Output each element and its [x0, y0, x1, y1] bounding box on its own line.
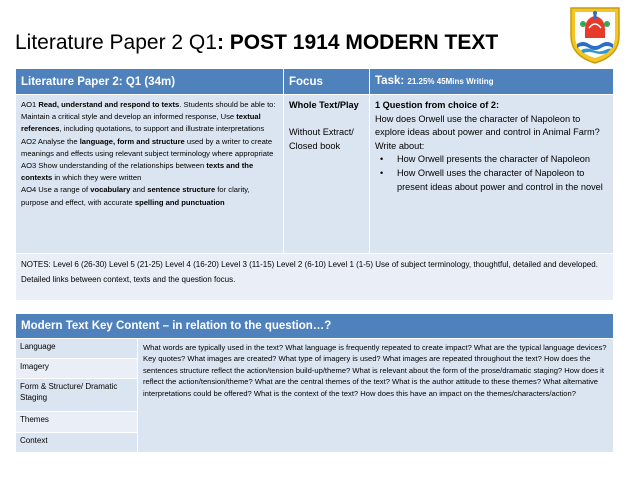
row-label-language: Language [16, 339, 138, 359]
page-title [15, 26, 555, 60]
focus-whole-text: Whole Text/Play [289, 100, 359, 110]
header-focus: Focus [284, 69, 370, 95]
row-label-themes: Themes [16, 412, 138, 433]
ao4-mid: and [130, 185, 148, 195]
title-prefix: Literature Paper 2 Q1 [15, 31, 217, 54]
title-main: POST 1914 MODERN TEXT [229, 31, 499, 54]
row-label-context: Context [16, 433, 138, 453]
ao1-bold2: textual references [21, 112, 261, 134]
ao4-bold3: spelling and punctuation [134, 197, 225, 207]
header-paper-q1: Literature Paper 2: Q1 (34m) [16, 69, 284, 95]
ao1-post: , including quotations, to support and illustrate interpretations [59, 124, 265, 134]
task-bullet: • How Orwell presents the character of Napoleon [397, 153, 608, 167]
ao3-prefix: AO3 Show understanding of the relationships between [21, 161, 207, 171]
ao1-prefix: AO1 [21, 100, 39, 109]
ao3-bold: texts and the contexts [21, 161, 254, 183]
ao4-prefix: AO4 Use a range of [21, 185, 91, 195]
header-task-label: Task: [375, 75, 408, 87]
row-label-imagery: Imagery [16, 359, 138, 379]
ao1-bold: Read, understand and respond to texts [38, 100, 180, 109]
header-task [370, 69, 614, 95]
ao2-prefix: AO2 Analyse the [21, 136, 80, 146]
task-heading: 1 Question from choice of 2: [375, 100, 500, 110]
row-label-form-structure: Form & Structure/ Dramatic Staging [16, 379, 138, 412]
assessment-objectives-cell [16, 95, 284, 254]
title-colon: : [216, 31, 224, 54]
task-bullet: • How Orwell uses the character of Napoleon to present ideas about power and control in the novel [397, 167, 608, 194]
marking-notes: NOTES: Level 6 (26-30) Level 5 (21-25) Level 4 (16-20) Level 3 (11-15) Level 2 (6-10) Level 1 (1-5) Use of subject terminology, thoughtful, detailed and developed. Detailed links between context, texts and the question focus. [16, 254, 614, 301]
key-content-table [15, 313, 614, 453]
key-content-header: Modern Text Key Content – in relation to the question…? [16, 314, 614, 339]
ao2-post: used by a writer to create meanings and effects using relevant subject terminology where appropriate [21, 136, 274, 158]
school-crest-logo [567, 6, 623, 64]
task-bullet-list [375, 153, 608, 194]
task-cell [370, 95, 614, 254]
paper-overview-table [15, 68, 614, 301]
task-question: How does Orwell use the character of Napoleon to explore ideas about power and control in Animal Farm? [375, 113, 600, 138]
ao4-mid2: for clarity, purpose and effect, with accurate [21, 185, 250, 207]
focus-cell [284, 95, 370, 254]
ao1-mid: . Students should be able to: Maintain a critical style and develop an informed response, Use [21, 100, 276, 122]
header-task-weighting: 21.25% 45Mins Writing [407, 77, 494, 86]
key-content-questions: What words are typically used in the text? What language is frequently repeated to create impact? What are the typical language devices? Key quotes? What images are created? What type of imagery is used? What images are repeated throughout the text? How does the sentences structure reflect the action/tension build-up/theme? What is relevant about the form of the prose/dramatic staging? How does it reflect the action/tension/theme? What are the central themes of the text? What is the author attitude to these themes? What alternative interpretations could be offered? What is the context of the text? How does this have an impact on the themes/characters/action? [138, 339, 614, 453]
ao4-bold2: sentence structure [147, 185, 216, 195]
ao2-bold: language, form and structure [79, 136, 185, 146]
task-write-about: Write about: [375, 140, 425, 151]
ao4-bold: vocabulary [90, 185, 131, 195]
focus-closed-book: Without Extract/ Closed book [289, 127, 354, 151]
ao3-post: in which they were written [52, 173, 142, 183]
